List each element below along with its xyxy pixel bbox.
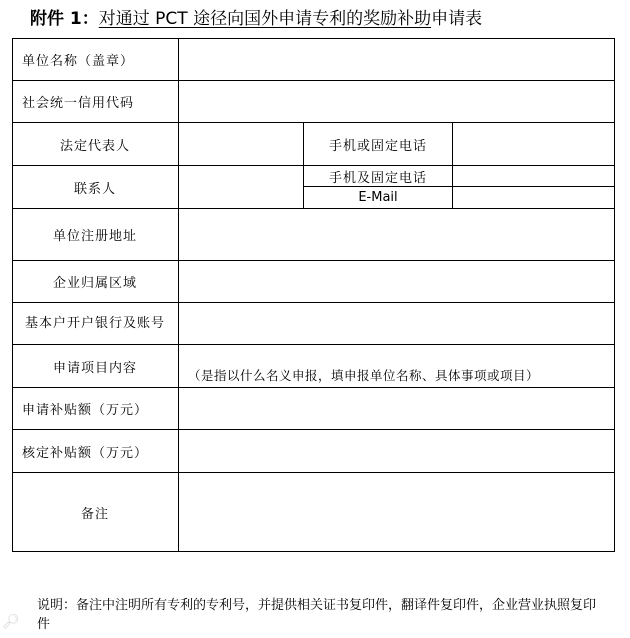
applied-amount-label: 申请补贴额（万元） bbox=[22, 403, 149, 418]
application-form-table bbox=[12, 38, 615, 552]
bank-account-label: 基本户开户银行及账号 bbox=[24, 315, 165, 331]
remarks-field[interactable] bbox=[179, 473, 614, 551]
title-suffix: 申请表 bbox=[431, 9, 483, 29]
address-label: 单位注册地址 bbox=[52, 229, 137, 244]
legal-rep-field[interactable] bbox=[179, 123, 303, 165]
approved-amount-field[interactable] bbox=[179, 430, 614, 472]
credit-code-field[interactable] bbox=[179, 81, 614, 122]
contact-phone-label: 手机及固定电话 bbox=[328, 170, 427, 186]
footnote: 说明：备注中注明所有专利的专利号，并提供相关证书复印件，翻译件复印件，企业营业执照复印件 bbox=[37, 598, 597, 632]
contact-label: 联系人 bbox=[73, 181, 116, 197]
contact-field[interactable] bbox=[179, 166, 303, 208]
unit-name-label: 单位名称（盖章） bbox=[22, 54, 135, 69]
table-border-bottom bbox=[12, 551, 615, 552]
applied-amount-field[interactable] bbox=[179, 388, 614, 429]
document-title bbox=[30, 6, 620, 32]
legal-phone-field[interactable] bbox=[453, 123, 614, 165]
remarks-label: 备注 bbox=[80, 506, 109, 522]
approved-amount-label: 核定补贴额（万元） bbox=[22, 445, 149, 461]
legal-phone-label: 手机或固定电话 bbox=[328, 138, 427, 154]
contact-phone-field[interactable] bbox=[453, 166, 614, 186]
project-label: 申请项目内容 bbox=[52, 360, 137, 376]
project-hint: （是指以什么名义申报，填申报单位名称、具体事项或项目） bbox=[188, 368, 540, 383]
logo-icon: 🔎︎ bbox=[2, 614, 20, 630]
region-field[interactable] bbox=[179, 261, 614, 302]
title-prefix: 附件 1： bbox=[30, 9, 99, 29]
table-border-right bbox=[614, 38, 615, 552]
legal-rep-label: 法定代表人 bbox=[59, 138, 130, 154]
email-field[interactable] bbox=[453, 187, 614, 208]
unit-name-field[interactable] bbox=[179, 39, 614, 80]
region-label: 企业归属区域 bbox=[52, 276, 137, 291]
bank-account-field[interactable] bbox=[179, 303, 614, 344]
address-field[interactable] bbox=[179, 209, 614, 260]
email-label: E-Mail bbox=[358, 190, 398, 205]
credit-code-label: 社会统一信用代码 bbox=[22, 96, 135, 111]
title-main: 对通过 PCT 途径向国外申请专利的奖励补助 bbox=[98, 9, 432, 29]
